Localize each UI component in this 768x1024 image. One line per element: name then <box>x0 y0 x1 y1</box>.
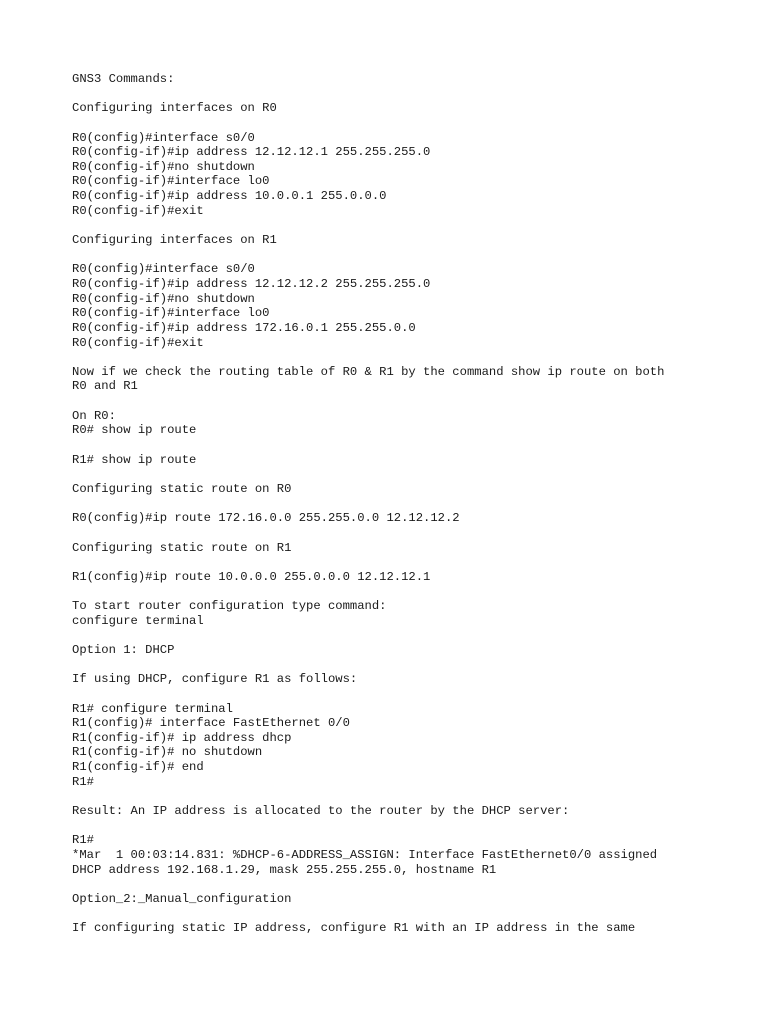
text-line: R1(config-if)# end <box>72 760 204 775</box>
text-line: R1# configure terminal <box>72 701 233 716</box>
blank-line <box>72 87 712 102</box>
text-line: If configuring static IP address, configure R1 with an IP address in the same <box>72 921 636 936</box>
text-line: R1(config)#ip route 10.0.0.0 255.0.0.0 12.12.12.1 <box>72 569 431 584</box>
text-line: Now if we check the routing table of R0 & R1 by the command show ip route on both <box>72 364 665 379</box>
text-line: R0 and R1 <box>72 379 138 394</box>
blank-line <box>72 248 712 263</box>
text-line: R1# <box>72 774 94 789</box>
text-line: R0(config-if)#no shutdown <box>72 291 255 306</box>
text-line: R0(config)#ip route 172.16.0.0 255.255.0.0 12.12.12.2 <box>72 511 460 526</box>
text-line: R0(config-if)#ip address 12.12.12.1 255.255.255.0 <box>72 145 431 160</box>
text-line: R0(config-if)#no shutdown <box>72 159 255 174</box>
text-line: Configuring interfaces on R0 <box>72 101 277 116</box>
text-line: R0(config-if)#ip address 12.12.12.2 255.255.255.0 <box>72 276 431 291</box>
text-line: *Mar 1 00:03:14.831: %DHCP-6-ADDRESS_ASSIGN: Interface FastEthernet0/0 assigned <box>72 847 658 862</box>
text-line: GNS3 Commands: <box>72 72 175 86</box>
text-line: DHCP address 192.168.1.29, mask 255.255.255.0, hostname R1 <box>72 862 497 877</box>
blank-line <box>72 218 712 233</box>
blank-line <box>72 526 712 541</box>
text-line: Option 1: DHCP <box>72 642 175 657</box>
text-line: R0(config-if)#exit <box>72 335 204 350</box>
document-body <box>72 72 712 936</box>
text-line: R0(config)#interface s0/0 <box>72 130 255 145</box>
blank-line <box>72 658 712 673</box>
blank-line <box>72 584 712 599</box>
blank-line <box>72 907 712 922</box>
blank-line <box>72 819 712 834</box>
blank-line <box>72 687 712 702</box>
text-line: R1(config-if)# no shutdown <box>72 745 263 760</box>
text-line: Option_2:_Manual_configuration <box>72 891 292 906</box>
text-line: R0# show ip route <box>72 423 197 438</box>
blank-line <box>72 116 712 131</box>
text-line: R1(config-if)# ip address dhcp <box>72 730 292 745</box>
blank-line <box>72 628 712 643</box>
text-line: R1# <box>72 833 94 848</box>
blank-line <box>72 789 712 804</box>
blank-line <box>72 394 712 409</box>
text-line: R1# show ip route <box>72 452 197 467</box>
text-line: Configuring static route on R1 <box>72 540 292 555</box>
text-line: R0(config-if)#exit <box>72 203 204 218</box>
text-line: To start router configuration type command: <box>72 599 387 614</box>
text-line: configure terminal <box>72 613 204 628</box>
text-line: R0(config-if)#ip address 172.16.0.1 255.255.0.0 <box>72 320 416 335</box>
text-line: R0(config-if)#interface lo0 <box>72 306 270 321</box>
text-line: On R0: <box>72 408 116 423</box>
text-line: R1(config)# interface FastEthernet 0/0 <box>72 716 350 731</box>
text-line: R0(config-if)#interface lo0 <box>72 174 270 189</box>
blank-line <box>72 350 712 365</box>
text-line: If using DHCP, configure R1 as follows: <box>72 672 358 687</box>
blank-line <box>72 555 712 570</box>
text-line: R0(config-if)#ip address 10.0.0.1 255.0.0.0 <box>72 189 387 204</box>
blank-line <box>72 438 712 453</box>
text-line: Configuring interfaces on R1 <box>72 233 277 248</box>
text-line: R0(config)#interface s0/0 <box>72 262 255 277</box>
blank-line <box>72 877 712 892</box>
text-line: Configuring static route on R0 <box>72 481 292 496</box>
text-line: Result: An IP address is allocated to the router by the DHCP server: <box>72 804 570 819</box>
blank-line <box>72 467 712 482</box>
blank-line <box>72 497 712 512</box>
